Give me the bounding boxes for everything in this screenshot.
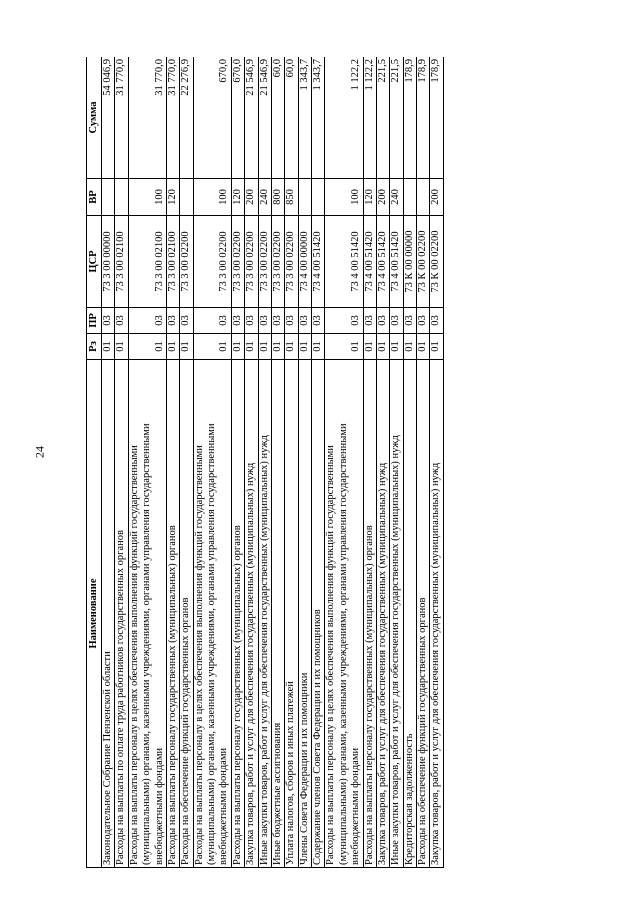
table-row: [115, 57, 128, 868]
cell-pr: 03: [128, 308, 166, 334]
cell-sum: 221,5: [376, 57, 389, 179]
cell-name: Расходы на обеспечение функций государственных органов: [180, 360, 193, 868]
cell-sum: 60,0: [285, 57, 298, 179]
table-row: [231, 57, 244, 868]
table-row: [271, 57, 284, 868]
cell-vr: 100: [128, 179, 166, 216]
cell-csr: 73 3 00 02100: [128, 216, 166, 308]
cell-name: Члены Совета Федерации и их помощники: [298, 360, 311, 868]
table-row: [298, 57, 311, 868]
table-row: [166, 57, 179, 868]
cell-name: Законодательное Собрание Пензенской области: [102, 360, 115, 868]
table-row: [180, 57, 193, 868]
cell-csr: 73 4 00 51420: [312, 216, 325, 308]
cell-vr: 800: [271, 179, 284, 216]
cell-sum: 21 546,9: [258, 57, 271, 179]
cell-pr: 03: [298, 308, 311, 334]
cell-rz: 01: [271, 334, 284, 360]
cell-name: Расходы на выплаты персоналу государственных (муниципальных) органов: [166, 360, 179, 868]
cell-csr: 73 3 00 02200: [231, 216, 244, 308]
cell-pr: 03: [285, 308, 298, 334]
cell-sum: 21 546,9: [245, 57, 258, 179]
cell-name: Закупка товаров, работ и услуг для обеспечения государственных (муниципальных) нужд: [245, 360, 258, 868]
header-pr: ПР: [87, 308, 102, 334]
cell-vr: [102, 179, 115, 216]
cell-rz: 01: [115, 334, 128, 360]
cell-rz: 01: [403, 334, 416, 360]
cell-csr: 73 3 00 02100: [166, 216, 179, 308]
table-row: [325, 57, 363, 868]
cell-name: Уплата налогов, сборов и иных платежей: [285, 360, 298, 868]
cell-rz: 01: [193, 334, 231, 360]
header-name: Наименование: [87, 360, 102, 868]
cell-csr: 73 К 00 02200: [417, 216, 430, 308]
cell-sum: 1 122,2: [363, 57, 376, 179]
cell-name: Расходы на выплаты персоналу в целях обеспечения выполнения функций государственными (муниципальными) органами, казенными учреждениями, органами управления государственными внебюджетными фондами: [193, 360, 231, 868]
cell-pr: 03: [430, 308, 443, 334]
cell-vr: 200: [430, 179, 443, 216]
cell-vr: 100: [193, 179, 231, 216]
cell-csr: 73 3 00 02200: [258, 216, 271, 308]
page-number: 24: [32, 446, 47, 458]
cell-rz: 01: [231, 334, 244, 360]
cell-name: Расходы на выплаты персоналу в целях обеспечения выполнения функций государственными (муниципальными) органами, казенными учреждениями, органами управления государственными внебюджетными фондами: [325, 360, 363, 868]
cell-csr: 73 К 00 00000: [403, 216, 416, 308]
cell-vr: 120: [166, 179, 179, 216]
cell-rz: 01: [258, 334, 271, 360]
cell-pr: 03: [193, 308, 231, 334]
table-row: [403, 57, 416, 868]
cell-csr: 73 4 00 51420: [390, 216, 403, 308]
cell-name: Иные бюджетные ассигнования: [271, 360, 284, 868]
cell-rz: 01: [376, 334, 389, 360]
cell-csr: 73 3 00 00000: [102, 216, 115, 308]
cell-sum: 54 046,9: [102, 57, 115, 179]
cell-sum: 178,9: [417, 57, 430, 179]
table-row: [245, 57, 258, 868]
cell-rz: 01: [390, 334, 403, 360]
cell-csr: 73 К 00 02200: [430, 216, 443, 308]
cell-name: Расходы на выплаты по оплате труда работников государственных органов: [115, 360, 128, 868]
table-row: [390, 57, 403, 868]
cell-rz: 01: [363, 334, 376, 360]
cell-sum: 178,9: [430, 57, 443, 179]
cell-sum: 31 770,0: [128, 57, 166, 179]
cell-rz: 01: [417, 334, 430, 360]
cell-pr: 03: [102, 308, 115, 334]
cell-vr: 100: [325, 179, 363, 216]
header-sum: Сумма: [87, 57, 102, 179]
cell-name: Иные закупки товаров, работ и услуг для обеспечения государственных (муниципальных) нужд: [258, 360, 271, 868]
cell-sum: 670,0: [193, 57, 231, 179]
cell-name: Иные закупки товаров, работ и услуг для обеспечения государственных (муниципальных) нужд: [390, 360, 403, 868]
cell-name: Расходы на выплаты персоналу государственных (муниципальных) органов: [231, 360, 244, 868]
cell-sum: 1 343,7: [312, 57, 325, 179]
cell-name: Расходы на выплаты персоналу в целях обеспечения выполнения функций государственными (муниципальными) органами, казенными учреждениями, органами управления государственными внебюджетными фондами: [128, 360, 166, 868]
cell-pr: 03: [363, 308, 376, 334]
cell-pr: 03: [403, 308, 416, 334]
cell-sum: 22 276,9: [180, 57, 193, 179]
cell-pr: 03: [312, 308, 325, 334]
cell-pr: 03: [376, 308, 389, 334]
cell-vr: 240: [390, 179, 403, 216]
cell-pr: 03: [271, 308, 284, 334]
cell-vr: [312, 179, 325, 216]
cell-vr: [115, 179, 128, 216]
cell-vr: 120: [363, 179, 376, 216]
cell-rz: 01: [102, 334, 115, 360]
rotated-page-content: [86, 57, 568, 868]
table-row: [193, 57, 231, 868]
cell-vr: 850: [285, 179, 298, 216]
cell-rz: 01: [312, 334, 325, 360]
cell-rz: 01: [298, 334, 311, 360]
table-row: [102, 57, 115, 868]
cell-csr: 73 4 00 51420: [376, 216, 389, 308]
budget-table: [86, 57, 444, 868]
cell-name: Расходы на обеспечение функций государственных органов: [417, 360, 430, 868]
cell-sum: 221,5: [390, 57, 403, 179]
cell-rz: 01: [325, 334, 363, 360]
table-row: [417, 57, 430, 868]
table-row: [128, 57, 166, 868]
table-row: [430, 57, 443, 868]
cell-pr: 03: [390, 308, 403, 334]
cell-rz: 01: [430, 334, 443, 360]
cell-pr: 03: [325, 308, 363, 334]
table-row: [376, 57, 389, 868]
cell-name: Закупка товаров, работ и услуг для обеспечения государственных (муниципальных) нужд: [430, 360, 443, 868]
cell-csr: 73 3 00 02200: [193, 216, 231, 308]
cell-name: Кредиторская задолженность: [403, 360, 416, 868]
cell-sum: 670,0: [231, 57, 244, 179]
cell-csr: 73 4 00 51420: [325, 216, 363, 308]
cell-pr: 03: [258, 308, 271, 334]
table-row: [285, 57, 298, 868]
cell-sum: 1 122,2: [325, 57, 363, 179]
cell-name: Содержание членов Совета Федерации и их помощников: [312, 360, 325, 868]
cell-name: Расходы на выплаты персоналу государственных (муниципальных) органов: [363, 360, 376, 868]
cell-vr: 120: [231, 179, 244, 216]
table-row: [258, 57, 271, 868]
cell-pr: 03: [417, 308, 430, 334]
cell-csr: 73 3 00 02200: [180, 216, 193, 308]
cell-pr: 03: [180, 308, 193, 334]
table-header-row: [87, 57, 102, 868]
cell-csr: 73 4 00 51420: [363, 216, 376, 308]
cell-pr: 03: [245, 308, 258, 334]
cell-csr: 73 3 00 02200: [285, 216, 298, 308]
cell-name: Закупка товаров, работ и услуг для обеспечения государственных (муниципальных) нужд: [376, 360, 389, 868]
cell-sum: 178,9: [403, 57, 416, 179]
cell-rz: 01: [180, 334, 193, 360]
table-body: [102, 57, 444, 868]
cell-rz: 01: [285, 334, 298, 360]
cell-sum: 31 770,0: [115, 57, 128, 179]
table-row: [312, 57, 325, 868]
cell-csr: 73 4 00 00000: [298, 216, 311, 308]
cell-vr: [417, 179, 430, 216]
cell-rz: 01: [128, 334, 166, 360]
cell-csr: 73 3 00 02100: [115, 216, 128, 308]
cell-vr: 200: [376, 179, 389, 216]
cell-rz: 01: [245, 334, 258, 360]
cell-sum: 31 770,0: [166, 57, 179, 179]
cell-pr: 03: [166, 308, 179, 334]
cell-vr: 240: [258, 179, 271, 216]
cell-pr: 03: [115, 308, 128, 334]
cell-rz: 01: [166, 334, 179, 360]
table-row: [363, 57, 376, 868]
cell-sum: 1 343,7: [298, 57, 311, 179]
cell-csr: 73 3 00 02200: [245, 216, 258, 308]
document-table-area: [86, 57, 568, 868]
header-rz: Рз: [87, 334, 102, 360]
header-csr: ЦСР: [87, 216, 102, 308]
cell-vr: [403, 179, 416, 216]
cell-vr: 200: [245, 179, 258, 216]
cell-csr: 73 3 00 02200: [271, 216, 284, 308]
cell-vr: [180, 179, 193, 216]
header-vr: ВР: [87, 179, 102, 216]
cell-vr: [298, 179, 311, 216]
cell-sum: 60,0: [271, 57, 284, 179]
cell-pr: 03: [231, 308, 244, 334]
